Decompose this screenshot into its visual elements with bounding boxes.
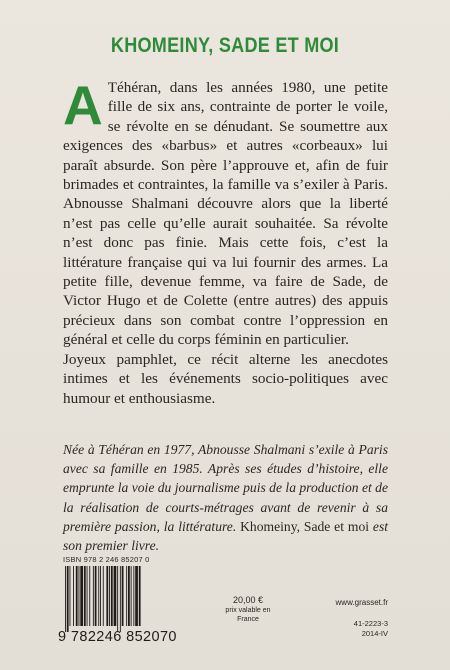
author-bio (63, 440, 388, 555)
barcode-digits: 9 782246 852070 (58, 629, 177, 645)
code-line-1: 41-2223-3 (353, 619, 388, 628)
author-bio-end: est son premier livre. (63, 518, 389, 554)
author-bio-book-title: Khomeiny, Sade et moi (240, 518, 370, 534)
barcode-icon (63, 566, 175, 632)
isbn-label: ISBN 978 2 246 85207 0 (63, 555, 150, 564)
price-block (224, 595, 272, 624)
publisher-website: www.grasset.fr (335, 598, 388, 607)
blurb-paragraph-2: Joyeux pamphlet, ce récit alterne les anecdotes intimes et les événements socio-politiques avec humour et enthousiasme. (63, 350, 388, 407)
price-note-line1: prix valable en (225, 607, 271, 614)
author-bio-text: Née à Téhéran en 1977, Abnousse Shalmani s’exile à Paris avec sa famille en 1985. Après ses études d’histoire, elle emprunte la voie du journalisme puis de la production et de la réalisation de courts-métrages avant de revenir à sa première passion, la littérature. (63, 442, 388, 534)
blurb-text (63, 74, 388, 408)
price: 20,00 € (232, 595, 264, 605)
blurb-paragraph-1 (63, 74, 388, 350)
price-note-line2: France (237, 616, 259, 623)
code-line-2: 2014-IV (361, 629, 388, 638)
drop-cap: A (63, 74, 103, 136)
book-title: KHOMEINY, SADE ET MOI (110, 34, 340, 57)
publisher-codes (328, 619, 388, 639)
blurb-paragraph-1-text: Téhéran, dans les années 1980, une petite fille de six ans, contrainte de porter le voile, se révolte en se dénudant. Se soumettre aux exigences des «barbus» et autres «corbeaux» lui paraît absurde. Son père l’approuve et, afin de fuir brimades et contraintes, la famille va s’exiler à Paris. Abnousse Shalmani découvre alors que la liberté n’est pas celle qu’elle aurait souhaitée. Sa révolte n’est donc pas finie. Mais cette fois, c’est la littérature française qui va lui fournir des armes. La petite fille, devenue femme, va faire de Sade, de Victor Hugo et de Colette (entre autres) des appuis précieux dans son combat contre l’oppression en général et celle du corps féminin en particulier. (63, 79, 388, 349)
